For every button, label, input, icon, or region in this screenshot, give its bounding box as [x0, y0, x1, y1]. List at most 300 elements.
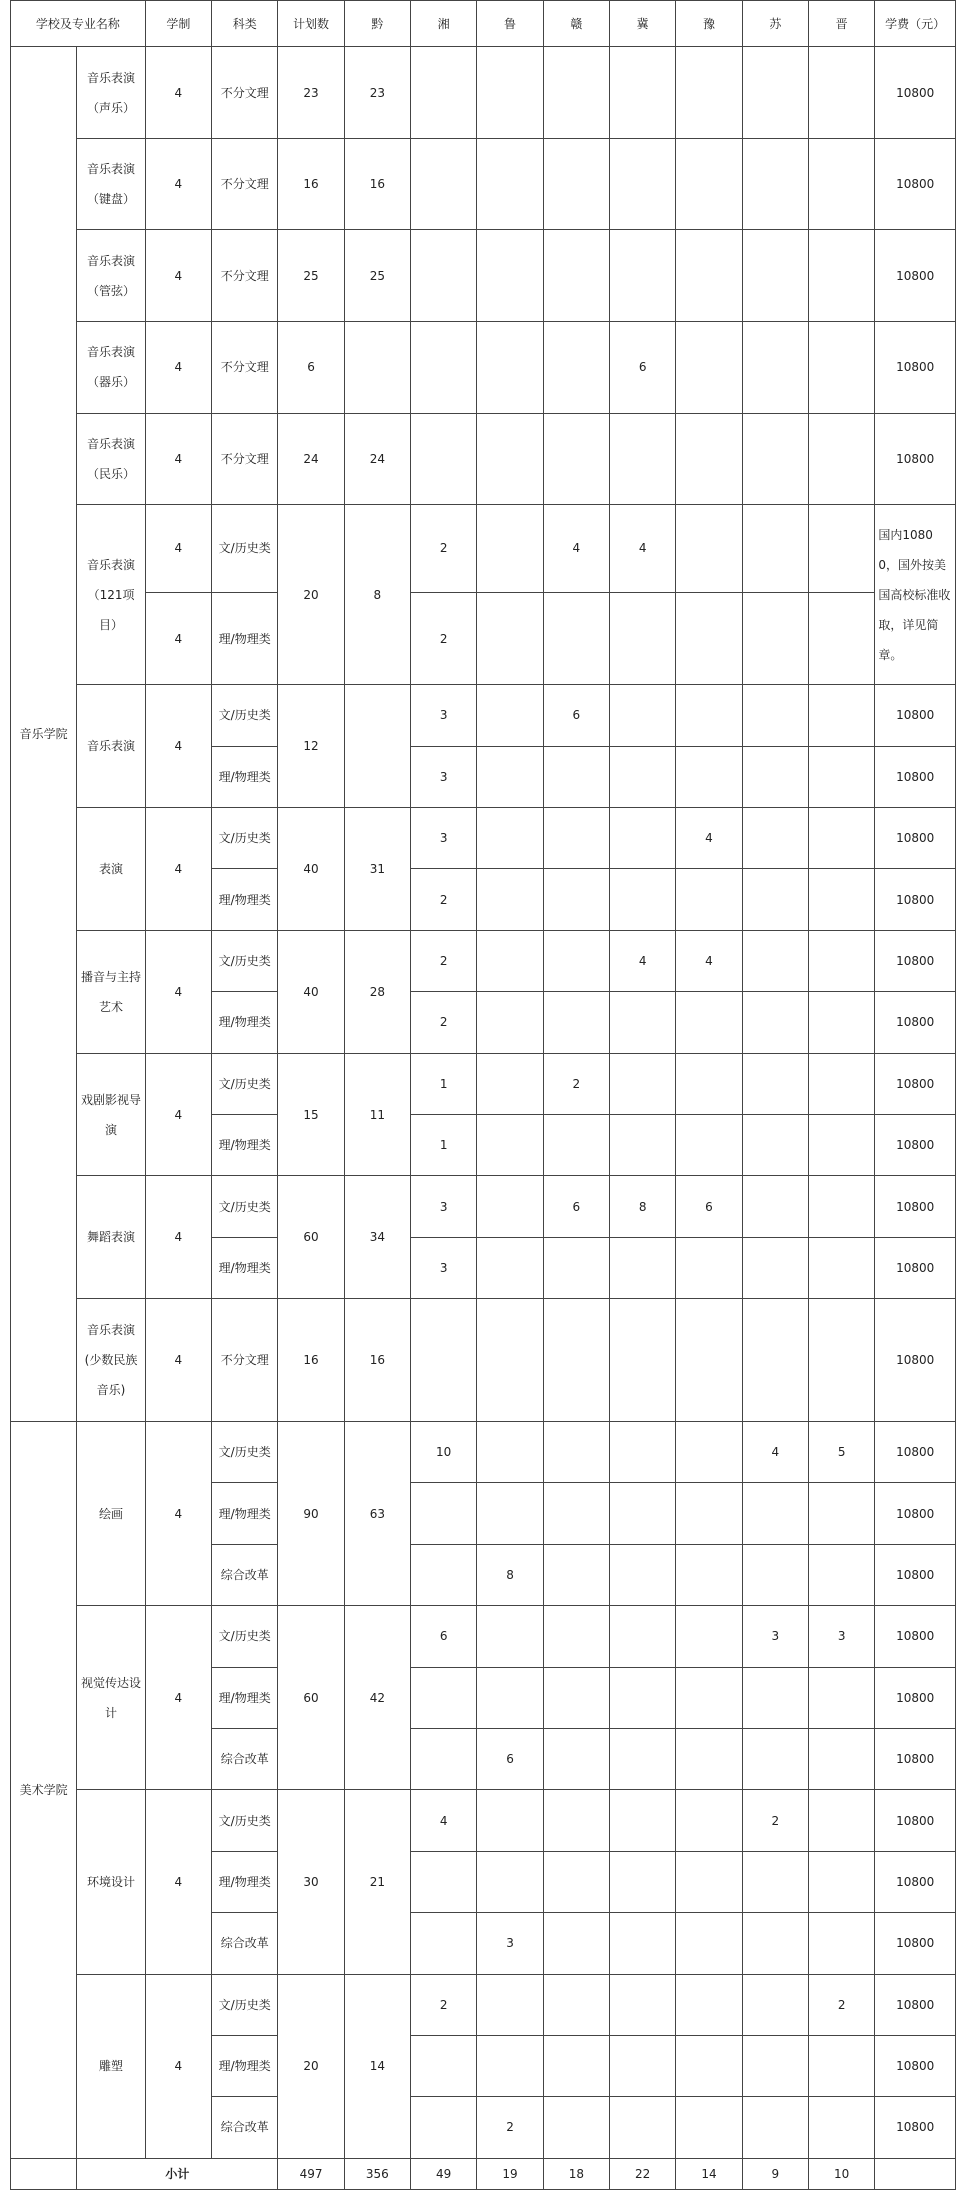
- years-cell: 4: [145, 1421, 211, 1605]
- major-name: 音乐表演（管弦）: [77, 230, 145, 322]
- province-count: [477, 746, 543, 807]
- province-count: [477, 1851, 543, 1912]
- province-count: [543, 413, 609, 505]
- table-row: [11, 47, 956, 139]
- province-count: 2: [411, 592, 477, 685]
- province-count: [742, 1667, 808, 1728]
- subject-cell: 理/物理类: [212, 2035, 278, 2096]
- years-cell: 4: [145, 1790, 211, 1974]
- province-count: [610, 413, 676, 505]
- province-count: [610, 1790, 676, 1851]
- subject-cell: 理/物理类: [212, 1483, 278, 1544]
- subject-cell: 文/历史类: [212, 685, 278, 746]
- province-count-gz: 28: [344, 930, 410, 1053]
- province-count: [610, 1667, 676, 1728]
- province-count: 2: [411, 869, 477, 930]
- province-count: [742, 1237, 808, 1298]
- header-province: 豫: [676, 1, 742, 47]
- province-count: [543, 2097, 609, 2158]
- plan-count: 16: [278, 1299, 344, 1422]
- province-count: 3: [411, 1176, 477, 1237]
- province-count: [676, 1790, 742, 1851]
- plan-count: 60: [278, 1606, 344, 1790]
- province-count-gz: 42: [344, 1606, 410, 1790]
- tuition-cell: 10800: [875, 2097, 956, 2158]
- subject-cell: 文/历史类: [212, 1974, 278, 2035]
- province-count: 3: [411, 685, 477, 746]
- province-count: [411, 230, 477, 322]
- province-count: [742, 930, 808, 991]
- province-count: [610, 230, 676, 322]
- tuition-cell: 10800: [875, 1483, 956, 1544]
- province-count: [411, 1851, 477, 1912]
- province-count: [477, 1299, 543, 1422]
- table-row: [11, 1606, 956, 1667]
- subject-cell: 理/物理类: [212, 992, 278, 1053]
- province-count: [610, 1237, 676, 1298]
- province-count: [676, 1913, 742, 1974]
- province-count: 4: [676, 930, 742, 991]
- years-cell: 4: [145, 930, 211, 1053]
- province-count: [676, 2035, 742, 2096]
- subject-cell: 文/历史类: [212, 1421, 278, 1482]
- province-count: 6: [411, 1606, 477, 1667]
- province-count: [543, 1851, 609, 1912]
- province-count: [477, 592, 543, 685]
- table-row: [11, 808, 956, 869]
- header-province: 赣: [543, 1, 609, 47]
- years-cell: 4: [145, 685, 211, 808]
- subject-cell: 理/物理类: [212, 869, 278, 930]
- major-name: 音乐表演（器乐）: [77, 322, 145, 414]
- major-name: 音乐表演: [77, 685, 145, 808]
- province-count-gz: 11: [344, 1053, 410, 1176]
- subject-cell: 综合改革: [212, 1913, 278, 1974]
- subject-cell: 理/物理类: [212, 1237, 278, 1298]
- plan-count: 12: [278, 685, 344, 808]
- province-count: [610, 1974, 676, 2035]
- table-row: [11, 230, 956, 322]
- province-count: [543, 138, 609, 230]
- province-count: [543, 1237, 609, 1298]
- province-count: 4: [676, 808, 742, 869]
- province-count: 8: [610, 1176, 676, 1237]
- years-cell: 4: [145, 47, 211, 139]
- province-count: [808, 1728, 874, 1789]
- province-count: [543, 1483, 609, 1544]
- province-count: [808, 685, 874, 746]
- province-count: [808, 230, 874, 322]
- major-name: 音乐表演（121项目）: [77, 505, 145, 685]
- province-count: [808, 1913, 874, 1974]
- province-count: [411, 1667, 477, 1728]
- province-count: 2: [543, 1053, 609, 1114]
- province-count: [808, 1544, 874, 1605]
- province-count: [543, 2035, 609, 2096]
- province-count: [676, 1483, 742, 1544]
- province-count: [610, 592, 676, 685]
- table-row: [11, 413, 956, 505]
- province-count: [676, 322, 742, 414]
- province-count: [676, 1053, 742, 1114]
- province-count: [477, 930, 543, 991]
- province-count: [808, 869, 874, 930]
- plan-count: 6: [278, 322, 344, 414]
- plan-count: 90: [278, 1421, 344, 1605]
- province-count: 6: [543, 685, 609, 746]
- subject-cell: 综合改革: [212, 2097, 278, 2158]
- header-tuition: 学费（元）: [875, 1, 956, 47]
- province-count: [543, 1790, 609, 1851]
- header-province: 晋: [808, 1, 874, 47]
- province-count: 3: [477, 1913, 543, 1974]
- province-count: [808, 413, 874, 505]
- province-count: [742, 1974, 808, 2035]
- province-count: 1: [411, 1115, 477, 1176]
- province-count: [742, 138, 808, 230]
- tuition-cell: 10800: [875, 47, 956, 139]
- province-count: [411, 138, 477, 230]
- subject-cell: 综合改革: [212, 1728, 278, 1789]
- tuition-cell: 10800: [875, 930, 956, 991]
- province-count: 2: [411, 1974, 477, 2035]
- province-count: [610, 1913, 676, 1974]
- province-count: 4: [543, 505, 609, 593]
- table-row: [11, 592, 956, 685]
- subject-cell: 理/物理类: [212, 592, 278, 685]
- subtotal-row: [11, 2158, 956, 2189]
- tuition-cell: 10800: [875, 1851, 956, 1912]
- province-count: [742, 230, 808, 322]
- province-count: 2: [808, 1974, 874, 2035]
- province-count: [477, 1974, 543, 2035]
- province-count: [676, 47, 742, 139]
- province-count: [477, 808, 543, 869]
- province-count: [477, 138, 543, 230]
- province-count: [477, 322, 543, 414]
- province-count: [676, 1115, 742, 1176]
- province-count: [808, 47, 874, 139]
- tuition-cell: 10800: [875, 1667, 956, 1728]
- province-count: [742, 413, 808, 505]
- subtotal-count: 18: [543, 2158, 609, 2189]
- province-count: [477, 1053, 543, 1114]
- province-count: 2: [411, 930, 477, 991]
- subtotal-count: 14: [676, 2158, 742, 2189]
- province-count: [543, 808, 609, 869]
- subject-cell: 不分文理: [212, 138, 278, 230]
- province-count: [411, 1544, 477, 1605]
- province-count: 1: [411, 1053, 477, 1114]
- years-cell: 4: [145, 1299, 211, 1422]
- table-row: [11, 1053, 956, 1114]
- subject-cell: 文/历史类: [212, 1790, 278, 1851]
- major-name: 音乐表演(少数民族音乐): [77, 1299, 145, 1422]
- province-count: [742, 1544, 808, 1605]
- province-count: 3: [742, 1606, 808, 1667]
- province-count: 5: [808, 1421, 874, 1482]
- years-cell: 4: [145, 138, 211, 230]
- province-count: [477, 685, 543, 746]
- table-row: [11, 930, 956, 991]
- province-count: [742, 592, 808, 685]
- province-count: [676, 592, 742, 685]
- province-count-gz: 31: [344, 808, 410, 931]
- province-count: [676, 2097, 742, 2158]
- major-name: 音乐表演（声乐）: [77, 47, 145, 139]
- province-count: [477, 47, 543, 139]
- province-count: [610, 808, 676, 869]
- province-count: 6: [477, 1728, 543, 1789]
- province-count: [742, 1115, 808, 1176]
- subject-cell: 不分文理: [212, 413, 278, 505]
- major-name: 视觉传达设计: [77, 1606, 145, 1790]
- subtotal-plan: 497: [278, 2158, 344, 2189]
- tuition-cell: 10800: [875, 1053, 956, 1114]
- province-count: [676, 992, 742, 1053]
- province-count: 6: [610, 322, 676, 414]
- header-province: 冀: [610, 1, 676, 47]
- subtotal-blank: [11, 2158, 77, 2189]
- subject-cell: 不分文理: [212, 230, 278, 322]
- province-count: [742, 2097, 808, 2158]
- province-count-gz: 14: [344, 1974, 410, 2158]
- province-count: [676, 1728, 742, 1789]
- province-count: [676, 1544, 742, 1605]
- province-count: [808, 746, 874, 807]
- plan-count: 40: [278, 808, 344, 931]
- province-count: [742, 685, 808, 746]
- major-name: 播音与主持艺术: [77, 930, 145, 1053]
- header-subject: 科类: [212, 1, 278, 47]
- province-count-gz: 34: [344, 1176, 410, 1299]
- table-row: [11, 505, 956, 593]
- major-name: 雕塑: [77, 1974, 145, 2158]
- province-count: [610, 1483, 676, 1544]
- plan-count: 60: [278, 1176, 344, 1299]
- plan-count: 23: [278, 47, 344, 139]
- subject-cell: 理/物理类: [212, 1667, 278, 1728]
- years-cell: 4: [145, 413, 211, 505]
- province-count: [543, 1667, 609, 1728]
- header-province: 鲁: [477, 1, 543, 47]
- years-cell: 4: [145, 322, 211, 414]
- province-count: 3: [411, 1237, 477, 1298]
- province-count: [676, 230, 742, 322]
- tuition-cell: 10800: [875, 1299, 956, 1422]
- province-count: [411, 2035, 477, 2096]
- table-row: [11, 1176, 956, 1237]
- province-count: 2: [477, 2097, 543, 2158]
- province-count: [808, 1790, 874, 1851]
- tuition-cell: 10800: [875, 992, 956, 1053]
- years-cell: 4: [145, 505, 211, 593]
- province-count: [808, 1851, 874, 1912]
- province-count: 16: [344, 1299, 410, 1422]
- tuition-cell: 10800: [875, 1421, 956, 1482]
- subject-cell: 文/历史类: [212, 505, 278, 593]
- province-count-gz: 21: [344, 1790, 410, 1974]
- header-province: 湘: [411, 1, 477, 47]
- province-count: [411, 1728, 477, 1789]
- province-count: [477, 869, 543, 930]
- province-count: 2: [411, 505, 477, 593]
- province-count: 6: [676, 1176, 742, 1237]
- province-count: [477, 1237, 543, 1298]
- province-count: [676, 1851, 742, 1912]
- province-count: [543, 746, 609, 807]
- header-province: 黔: [344, 1, 410, 47]
- province-count: [543, 1421, 609, 1482]
- province-count: [676, 746, 742, 807]
- province-count: [411, 1483, 477, 1544]
- province-count: [610, 1851, 676, 1912]
- plan-count: 20: [278, 505, 344, 685]
- subtotal-tuition: [875, 2158, 956, 2189]
- subject-cell: 文/历史类: [212, 930, 278, 991]
- province-count: [808, 1299, 874, 1422]
- subtotal-count: 19: [477, 2158, 543, 2189]
- subject-cell: 综合改革: [212, 1544, 278, 1605]
- province-count: [477, 1483, 543, 1544]
- province-count: [610, 685, 676, 746]
- tuition-cell: 10800: [875, 1913, 956, 1974]
- tuition-cell: 10800: [875, 808, 956, 869]
- province-count: [543, 869, 609, 930]
- tuition-cell: 10800: [875, 138, 956, 230]
- subtotal-label: 小计: [77, 2158, 278, 2189]
- subject-cell: 理/物理类: [212, 746, 278, 807]
- province-count: 8: [477, 1544, 543, 1605]
- province-count: 25: [344, 230, 410, 322]
- province-count: [742, 746, 808, 807]
- province-count: [742, 869, 808, 930]
- province-count: [808, 1053, 874, 1114]
- table-row: [11, 138, 956, 230]
- province-count: [610, 992, 676, 1053]
- header-row: [11, 1, 956, 47]
- province-count: 2: [742, 1790, 808, 1851]
- table-row: [11, 322, 956, 414]
- province-count: 2: [411, 992, 477, 1053]
- table-row: [11, 1790, 956, 1851]
- subject-cell: 理/物理类: [212, 1851, 278, 1912]
- province-count: [411, 1299, 477, 1422]
- province-count: [411, 2097, 477, 2158]
- province-count: [808, 505, 874, 593]
- college-name: 美术学院: [11, 1421, 77, 2158]
- province-count: [610, 1606, 676, 1667]
- tuition-cell: 10800: [875, 322, 956, 414]
- province-count: 16: [344, 138, 410, 230]
- years-cell: 4: [145, 1974, 211, 2158]
- province-count: [676, 869, 742, 930]
- province-count: 3: [411, 746, 477, 807]
- province-count: [808, 2035, 874, 2096]
- province-count: [808, 1667, 874, 1728]
- province-count: [676, 138, 742, 230]
- province-count: [543, 1299, 609, 1422]
- province-count: [676, 1237, 742, 1298]
- province-count: 23: [344, 47, 410, 139]
- province-count: [477, 230, 543, 322]
- province-count: 4: [411, 1790, 477, 1851]
- subject-cell: 文/历史类: [212, 1606, 278, 1667]
- province-count-gz: [344, 685, 410, 808]
- subtotal-count: 356: [344, 2158, 410, 2189]
- province-count: [543, 930, 609, 991]
- enrollment-plan-table: [10, 0, 956, 2190]
- province-count: [676, 1299, 742, 1422]
- tuition-cell: 10800: [875, 1115, 956, 1176]
- province-count: 4: [610, 930, 676, 991]
- province-count: [742, 1728, 808, 1789]
- province-count: [344, 322, 410, 414]
- subtotal-count: 9: [742, 2158, 808, 2189]
- province-count: [543, 1728, 609, 1789]
- province-count: 24: [344, 413, 410, 505]
- province-count: [411, 47, 477, 139]
- province-count: [477, 992, 543, 1053]
- plan-count: 24: [278, 413, 344, 505]
- province-count: [610, 2097, 676, 2158]
- major-name: 音乐表演（民乐）: [77, 413, 145, 505]
- major-name: 戏剧影视导演: [77, 1053, 145, 1176]
- province-count: [543, 47, 609, 139]
- province-count: [477, 505, 543, 593]
- province-count: [477, 1421, 543, 1482]
- province-count: [742, 322, 808, 414]
- province-count: [610, 1053, 676, 1114]
- province-count: [742, 47, 808, 139]
- province-count: [610, 1299, 676, 1422]
- province-count: [610, 1544, 676, 1605]
- province-count: [742, 1483, 808, 1544]
- plan-count: 15: [278, 1053, 344, 1176]
- table-row: [11, 1299, 956, 1422]
- subject-cell: 不分文理: [212, 1299, 278, 1422]
- province-count: [676, 505, 742, 593]
- province-count: [610, 2035, 676, 2096]
- province-count: [808, 592, 874, 685]
- province-count: [676, 685, 742, 746]
- subtotal-count: 10: [808, 2158, 874, 2189]
- province-count: [411, 413, 477, 505]
- tuition-cell: 10800: [875, 1790, 956, 1851]
- subject-cell: 不分文理: [212, 47, 278, 139]
- province-count: [610, 869, 676, 930]
- province-count: [808, 322, 874, 414]
- subject-cell: 不分文理: [212, 322, 278, 414]
- province-count: [808, 1483, 874, 1544]
- header-plan: 计划数: [278, 1, 344, 47]
- province-count: [742, 1851, 808, 1912]
- plan-count: 30: [278, 1790, 344, 1974]
- tuition-cell: 10800: [875, 1974, 956, 2035]
- tuition-cell: 10800: [875, 1544, 956, 1605]
- province-count: [477, 1176, 543, 1237]
- province-count: [543, 1913, 609, 1974]
- province-count: [610, 1421, 676, 1482]
- major-name: 环境设计: [77, 1790, 145, 1974]
- plan-count: 16: [278, 138, 344, 230]
- years-cell: 4: [145, 1176, 211, 1299]
- province-count: 6: [543, 1176, 609, 1237]
- province-count: [477, 1790, 543, 1851]
- province-count: [808, 1115, 874, 1176]
- province-count: [808, 808, 874, 869]
- province-count: [808, 2097, 874, 2158]
